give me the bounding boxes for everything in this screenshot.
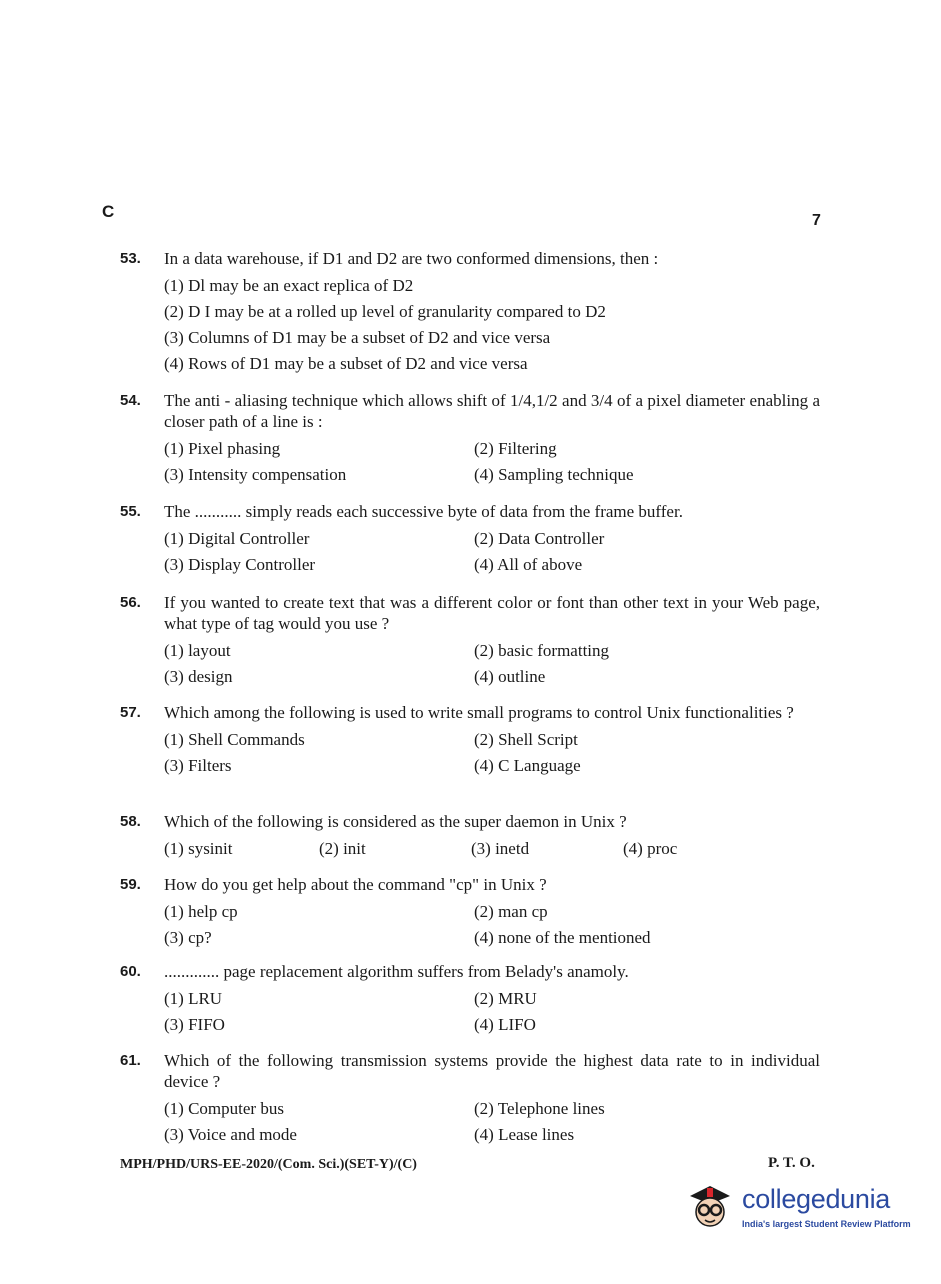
question-61 bbox=[120, 1050, 820, 1148]
option: (1) LRU bbox=[164, 989, 223, 1008]
option: (4) LIFO bbox=[474, 1015, 536, 1034]
question-number: 53. bbox=[120, 250, 141, 267]
option: (3) Voice and mode bbox=[164, 1125, 297, 1144]
question-number: 58. bbox=[120, 813, 141, 830]
option: (1) Shell Commands bbox=[164, 730, 305, 749]
options bbox=[164, 273, 820, 377]
option: (1) sysinit bbox=[164, 839, 233, 858]
question-text: ............. page replacement algorithm suffers from Belady's anamoly. bbox=[164, 962, 629, 981]
option: (1) Computer bus bbox=[164, 1099, 284, 1118]
question-number: 56. bbox=[120, 594, 141, 611]
question-number: 54. bbox=[120, 392, 141, 409]
question-text: The ........... simply reads each successive byte of data from the frame buffer. bbox=[164, 502, 683, 521]
option: (4) none of the mentioned bbox=[474, 928, 651, 947]
option: (2) MRU bbox=[474, 989, 537, 1008]
question-number: 55. bbox=[120, 503, 141, 520]
question-number: 60. bbox=[120, 963, 141, 980]
option: (2) Telephone lines bbox=[474, 1099, 605, 1118]
option: (3) design bbox=[164, 667, 233, 686]
question-text: If you wanted to create text that was a different color or font than other text in your Web page, what type of tag would you use ? bbox=[164, 593, 820, 633]
question-text: The anti - aliasing technique which allows shift of 1/4,1/2 and 3/4 of a pixel diameter enabling a closer path of a line is : bbox=[164, 391, 820, 431]
option: (2) D I may be at a rolled up level of granularity compared to D2 bbox=[164, 302, 606, 321]
option: (3) inetd bbox=[471, 839, 530, 858]
option: (2) basic formatting bbox=[474, 641, 610, 660]
option: (2) man cp bbox=[474, 902, 548, 921]
option: (2) Filtering bbox=[474, 439, 557, 458]
paper-code: MPH/PHD/URS-EE-2020/(Com. Sci.)(SET-Y)/(C) bbox=[120, 1157, 417, 1172]
pto-label: P. T. O. bbox=[768, 1155, 815, 1171]
option: (2) Shell Script bbox=[474, 730, 578, 749]
option: (4) Rows of D1 may be a subset of D2 and vice versa bbox=[164, 354, 528, 373]
brand-name: collegedunia bbox=[742, 1184, 891, 1214]
options bbox=[164, 436, 820, 488]
option: (2) init bbox=[319, 839, 366, 858]
options bbox=[164, 526, 820, 578]
option: (3) FIFO bbox=[164, 1015, 225, 1034]
brand-tagline: India's largest Student Review Platform bbox=[742, 1219, 911, 1229]
student-mascot-icon bbox=[684, 1180, 736, 1232]
option: (3) Filters bbox=[164, 756, 232, 775]
question-53 bbox=[120, 248, 820, 377]
option: (4) Sampling technique bbox=[474, 465, 634, 484]
question-60 bbox=[120, 961, 820, 1038]
question-54 bbox=[120, 390, 820, 488]
option: (4) All of above bbox=[474, 555, 583, 574]
options bbox=[164, 836, 820, 862]
option: (4) Lease lines bbox=[474, 1125, 575, 1144]
option: (1) layout bbox=[164, 641, 231, 660]
question-text: Which among the following is used to write small programs to control Unix functionalities ? bbox=[164, 703, 794, 722]
question-number: 57. bbox=[120, 704, 141, 721]
option: (1) Pixel phasing bbox=[164, 439, 281, 458]
option: (1) help cp bbox=[164, 902, 238, 921]
options bbox=[164, 986, 820, 1038]
options bbox=[164, 899, 820, 951]
page-number: 7 bbox=[812, 212, 821, 229]
question-58 bbox=[120, 811, 820, 862]
option: (2) Data Controller bbox=[474, 529, 605, 548]
question-text: How do you get help about the command "cp" in Unix ? bbox=[164, 875, 547, 894]
question-59 bbox=[120, 874, 820, 951]
option: (4) C Language bbox=[474, 756, 581, 775]
question-number: 59. bbox=[120, 876, 141, 893]
option: (3) Columns of D1 may be a subset of D2 and vice versa bbox=[164, 328, 551, 347]
question-56 bbox=[120, 592, 820, 690]
question-text: Which of the following transmission systems provide the highest data rate to in individual device ? bbox=[164, 1051, 820, 1091]
option: (1) Dl may be an exact replica of D2 bbox=[164, 276, 414, 295]
question-55 bbox=[120, 501, 820, 578]
option: (4) outline bbox=[474, 667, 546, 686]
question-text: In a data warehouse, if D1 and D2 are two conformed dimensions, then : bbox=[164, 249, 659, 268]
option: (3) cp? bbox=[164, 928, 212, 947]
question-number: 61. bbox=[120, 1052, 141, 1069]
question-text: Which of the following is considered as the super daemon in Unix ? bbox=[164, 812, 627, 831]
set-code: C bbox=[102, 202, 115, 221]
collegedunia-watermark bbox=[684, 1180, 914, 1242]
options bbox=[164, 638, 820, 690]
option: (4) proc bbox=[623, 839, 678, 858]
option: (1) Digital Controller bbox=[164, 529, 310, 548]
option: (3) Display Controller bbox=[164, 555, 316, 574]
options bbox=[164, 1096, 820, 1148]
option: (3) Intensity compensation bbox=[164, 465, 347, 484]
question-57 bbox=[120, 702, 820, 779]
options bbox=[164, 727, 820, 779]
